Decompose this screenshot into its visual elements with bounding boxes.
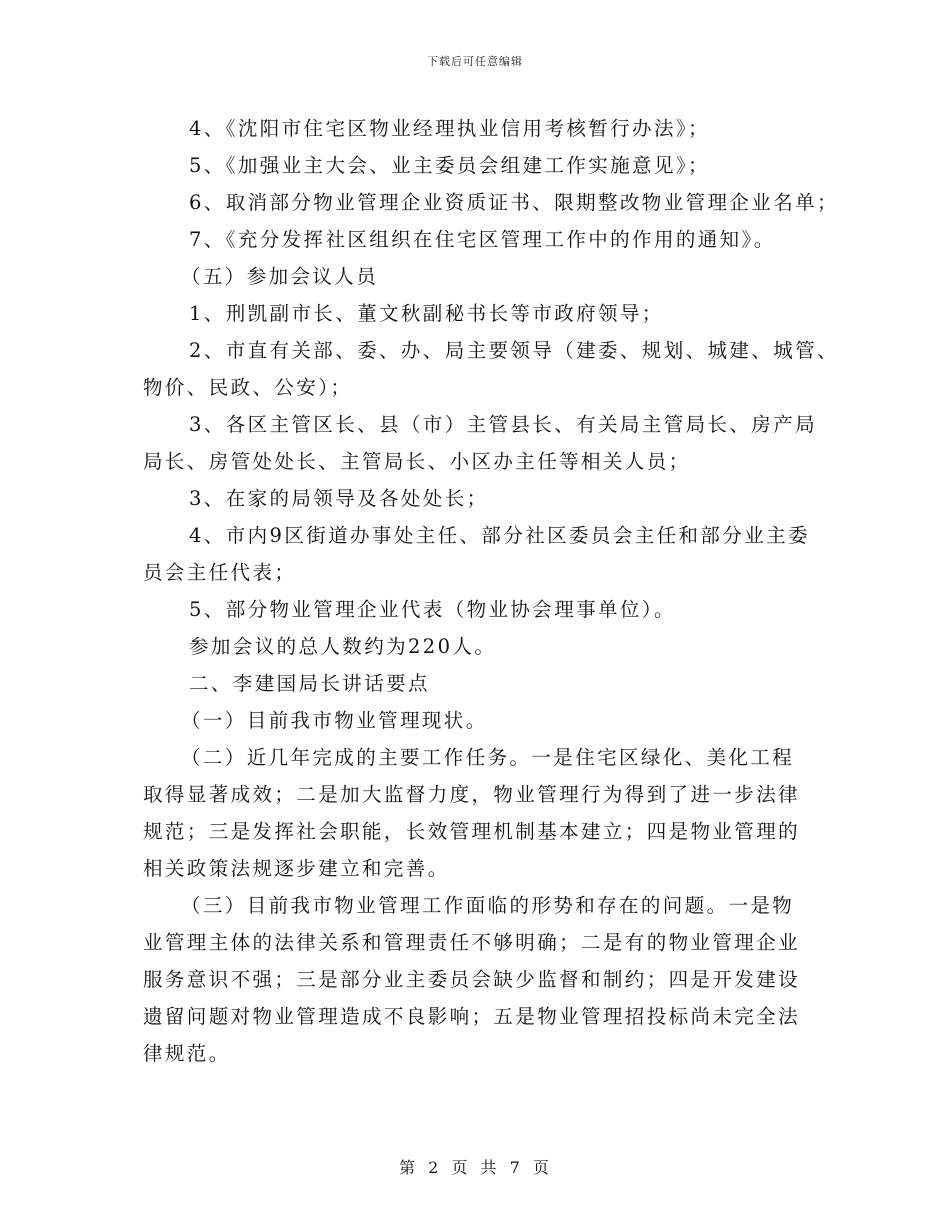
paragraph-continuation: 规范；三是发挥社会职能，长效管理机制基本建立；四是物业管理的 <box>143 820 801 843</box>
list-item-regulation-6: 6、取消部分物业管理企业资质证书、限期整改物业管理企业名单； <box>189 191 839 214</box>
paragraph-continuation: 相关政策法规逐步建立和完善。 <box>143 857 450 880</box>
paragraph-continuation: 遗留问题对物业管理造成不良影响；五是物业管理招投标尚未完全法 <box>143 1005 801 1028</box>
list-item-attendee-2: 2、市直有关部、委、办、局主要领导（建委、规划、城建、城管、 <box>189 339 839 362</box>
list-item-regulation-4: 4、《沈阳市住宅区物业经理执业信用考核暂行办法》； <box>189 117 710 140</box>
speech-point-2: （二）近几年完成的主要工作任务。一是住宅区绿化、美化工程 <box>181 746 795 769</box>
speech-point-3: （三）目前我市物业管理工作面临的形势和存在的问题。一是物 <box>181 894 795 917</box>
paragraph-continuation: 律规范。 <box>143 1042 231 1065</box>
page-number: 第 2 页 共 7 页 <box>399 1158 551 1177</box>
page-header: 下载后可任意编辑 <box>427 55 523 68</box>
section-heading-speech: 二、李建国局长讲话要点 <box>189 672 430 695</box>
section-heading-attendees: （五）参加会议人员 <box>181 265 379 288</box>
paragraph-continuation: 业管理主体的法律关系和管理责任不够明确；二是有的物业管理企业 <box>143 931 801 954</box>
list-item-attendee-4: 4、市内9区街道办事处主任、部分社区委员会主任和部分业主委 <box>189 524 810 547</box>
list-item-attendee-3: 3、各区主管区长、县（市）主管县长、有关局主管局长、房产局 <box>189 413 818 436</box>
list-item-attendee-3b: 3、在家的局领导及各处处长； <box>189 487 489 510</box>
list-item-regulation-7: 7、《充分发挥社区组织在住宅区管理工作中的作用的通知》。 <box>189 228 776 251</box>
paragraph-continuation: 服务意识不强；三是部分业主委员会缺少监督和制约；四是开发建设 <box>143 968 801 991</box>
list-item-attendee-1: 1、刑凯副市长、董文秋副秘书长等市政府领导； <box>189 302 664 325</box>
speech-point-1: （一）目前我市物业管理现状。 <box>181 709 488 732</box>
paragraph-continuation: 物价、民政、公安）； <box>143 376 353 399</box>
attendee-total: 参加会议的总人数约为220人。 <box>189 635 497 658</box>
list-item-attendee-5: 5、部分物业管理企业代表（物业协会理事单位）。 <box>189 598 676 621</box>
paragraph-continuation: 局长、房管处处长、主管局长、小区办主任等相关人员； <box>143 450 691 473</box>
list-item-regulation-5: 5、《加强业主大会、业主委员会组建工作实施意见》； <box>189 154 710 177</box>
paragraph-continuation: 员会主任代表； <box>143 561 297 584</box>
document-body <box>143 110 839 1072</box>
paragraph-continuation: 取得显著成效；二是加大监督力度，物业管理行为得到了进一步法律 <box>143 783 801 806</box>
